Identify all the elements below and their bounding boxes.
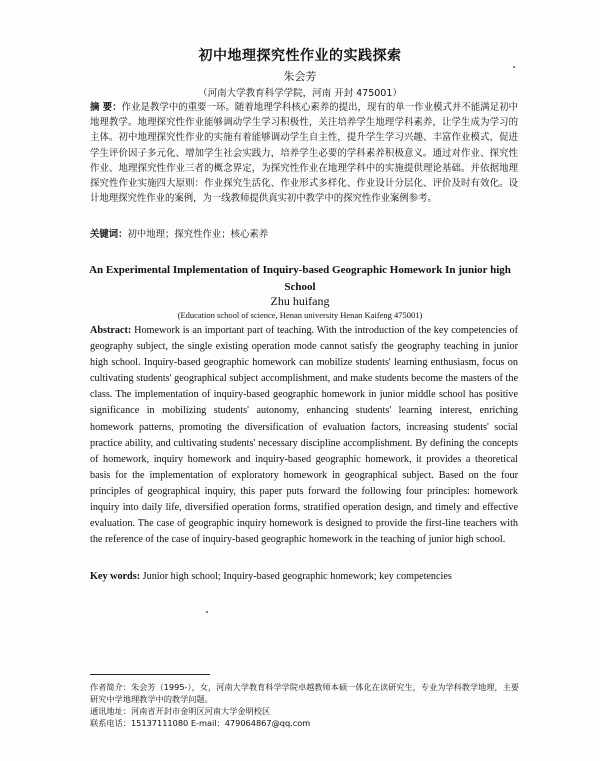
footnote-author-intro: 作者简介：朱会芳（1995-），女，河南大学教育科学学院卓越教师本硕一体化在读研究生，专业为学科教学地理，主要研究中学地理教学中的教学问题。 bbox=[90, 682, 520, 704]
abstract-english bbox=[90, 323, 518, 548]
abstract-chinese-text: 作业是教学中的重要一环。随着地理学科核心素养的提出，现有的单一作业模式并不能满足初中地理教学。地理探究性作业能够调动学生学习积极性，关注培养学生地理学科素养，让学生成为学习的主体。初中地理探究性作业的实施有着能够调动学生自主性，提升学生学习兴趣、丰富作业模式，促进学生评价因子多元化、增加学生社会实践力，培养学生必要的学科素养积极意义。通过对作业、探究性作业、地理探究性作业三者的概念界定，为探究性作业在地理学科中的实施提供理论基础。并依据地理探究性作业实施四大原则：作业探究生活化、作业形式多样化、作业设计分层化、评价及时有效化。设计地理探究性作业的案例，为一线教师提供真实初中教学中的探究性作业案例参考。 bbox=[90, 102, 519, 205]
abstract-chinese bbox=[90, 100, 518, 206]
affiliation-chinese: （河南大学教育科学学院，河南 开封 475001） bbox=[198, 88, 402, 99]
author-english: Zhu huifang bbox=[270, 294, 330, 308]
keywords-chinese-text: 初中地理；探究性作业；核心素养 bbox=[127, 229, 269, 240]
scan-speck bbox=[206, 611, 208, 613]
footnote-contact: 联系电话：15137111080 E-mail：479064867@qq.com bbox=[90, 718, 311, 728]
title-english: An Experimental Implementation of Inquiry-based Geographic Homework In junior high School bbox=[89, 264, 511, 293]
footnote bbox=[90, 681, 520, 729]
scan-speck bbox=[513, 66, 515, 68]
affiliation-english: (Education school of science, Henan university Henan Kaifeng 475001) bbox=[177, 310, 423, 320]
footnote-address: 通讯地址：河南省开封市金明区河南大学金明校区 bbox=[90, 706, 271, 716]
keywords-chinese-label: 关键词： bbox=[90, 229, 128, 240]
author-chinese: 朱会芳 bbox=[283, 70, 317, 83]
abstract-english-text: Homework is an important part of teaching. With the introduction of the key competencies of geography subject, the single existing operation mode cannot satisfy the geography teaching in junior high school. Inquiry-based geographic homework can mobilize students' learning enthusiasm, focus on cultivating students' geographical subject accomplishment, and make students become the masters of the class. The implementation of inquiry-based geographic homework in junior middle school has positive significance in mobilizing students' autonomy, enhancing students' learning interest, enriching homework patterns, promoting the diversification of evaluation factors, increasing students' social practice ability, and cultivating students' necessary discipline accomplishment. By defining the concepts of homework, inquiry homework and inquiry-based geographic homework, it provides a theoretical basis for the implementation of exploratory homework in geographical subject. Based on the four principles of geographical inquiry, this paper puts forward the following four principles: homework inquiry into daily life, diversified operation forms, stratified operation design, and timely and effective evaluation. The case of geographic inquiry homework is designed to provide the first-line teachers with the reference of the case of inquiry-based geographic homework in the teaching of junior high school. bbox=[90, 325, 518, 546]
abstract-english-label: Abstract: bbox=[90, 325, 132, 336]
keywords-english-label: Key words: bbox=[90, 571, 141, 582]
keywords-chinese bbox=[90, 228, 518, 242]
footnote-divider bbox=[90, 674, 210, 675]
abstract-chinese-label: 摘 要： bbox=[90, 102, 122, 113]
keywords-english-text: Junior high school; Inquiry-based geographic homework; key competencies bbox=[140, 571, 452, 582]
title-chinese: 初中地理探究性作业的实践探索 bbox=[198, 48, 402, 64]
keywords-english bbox=[90, 570, 518, 584]
